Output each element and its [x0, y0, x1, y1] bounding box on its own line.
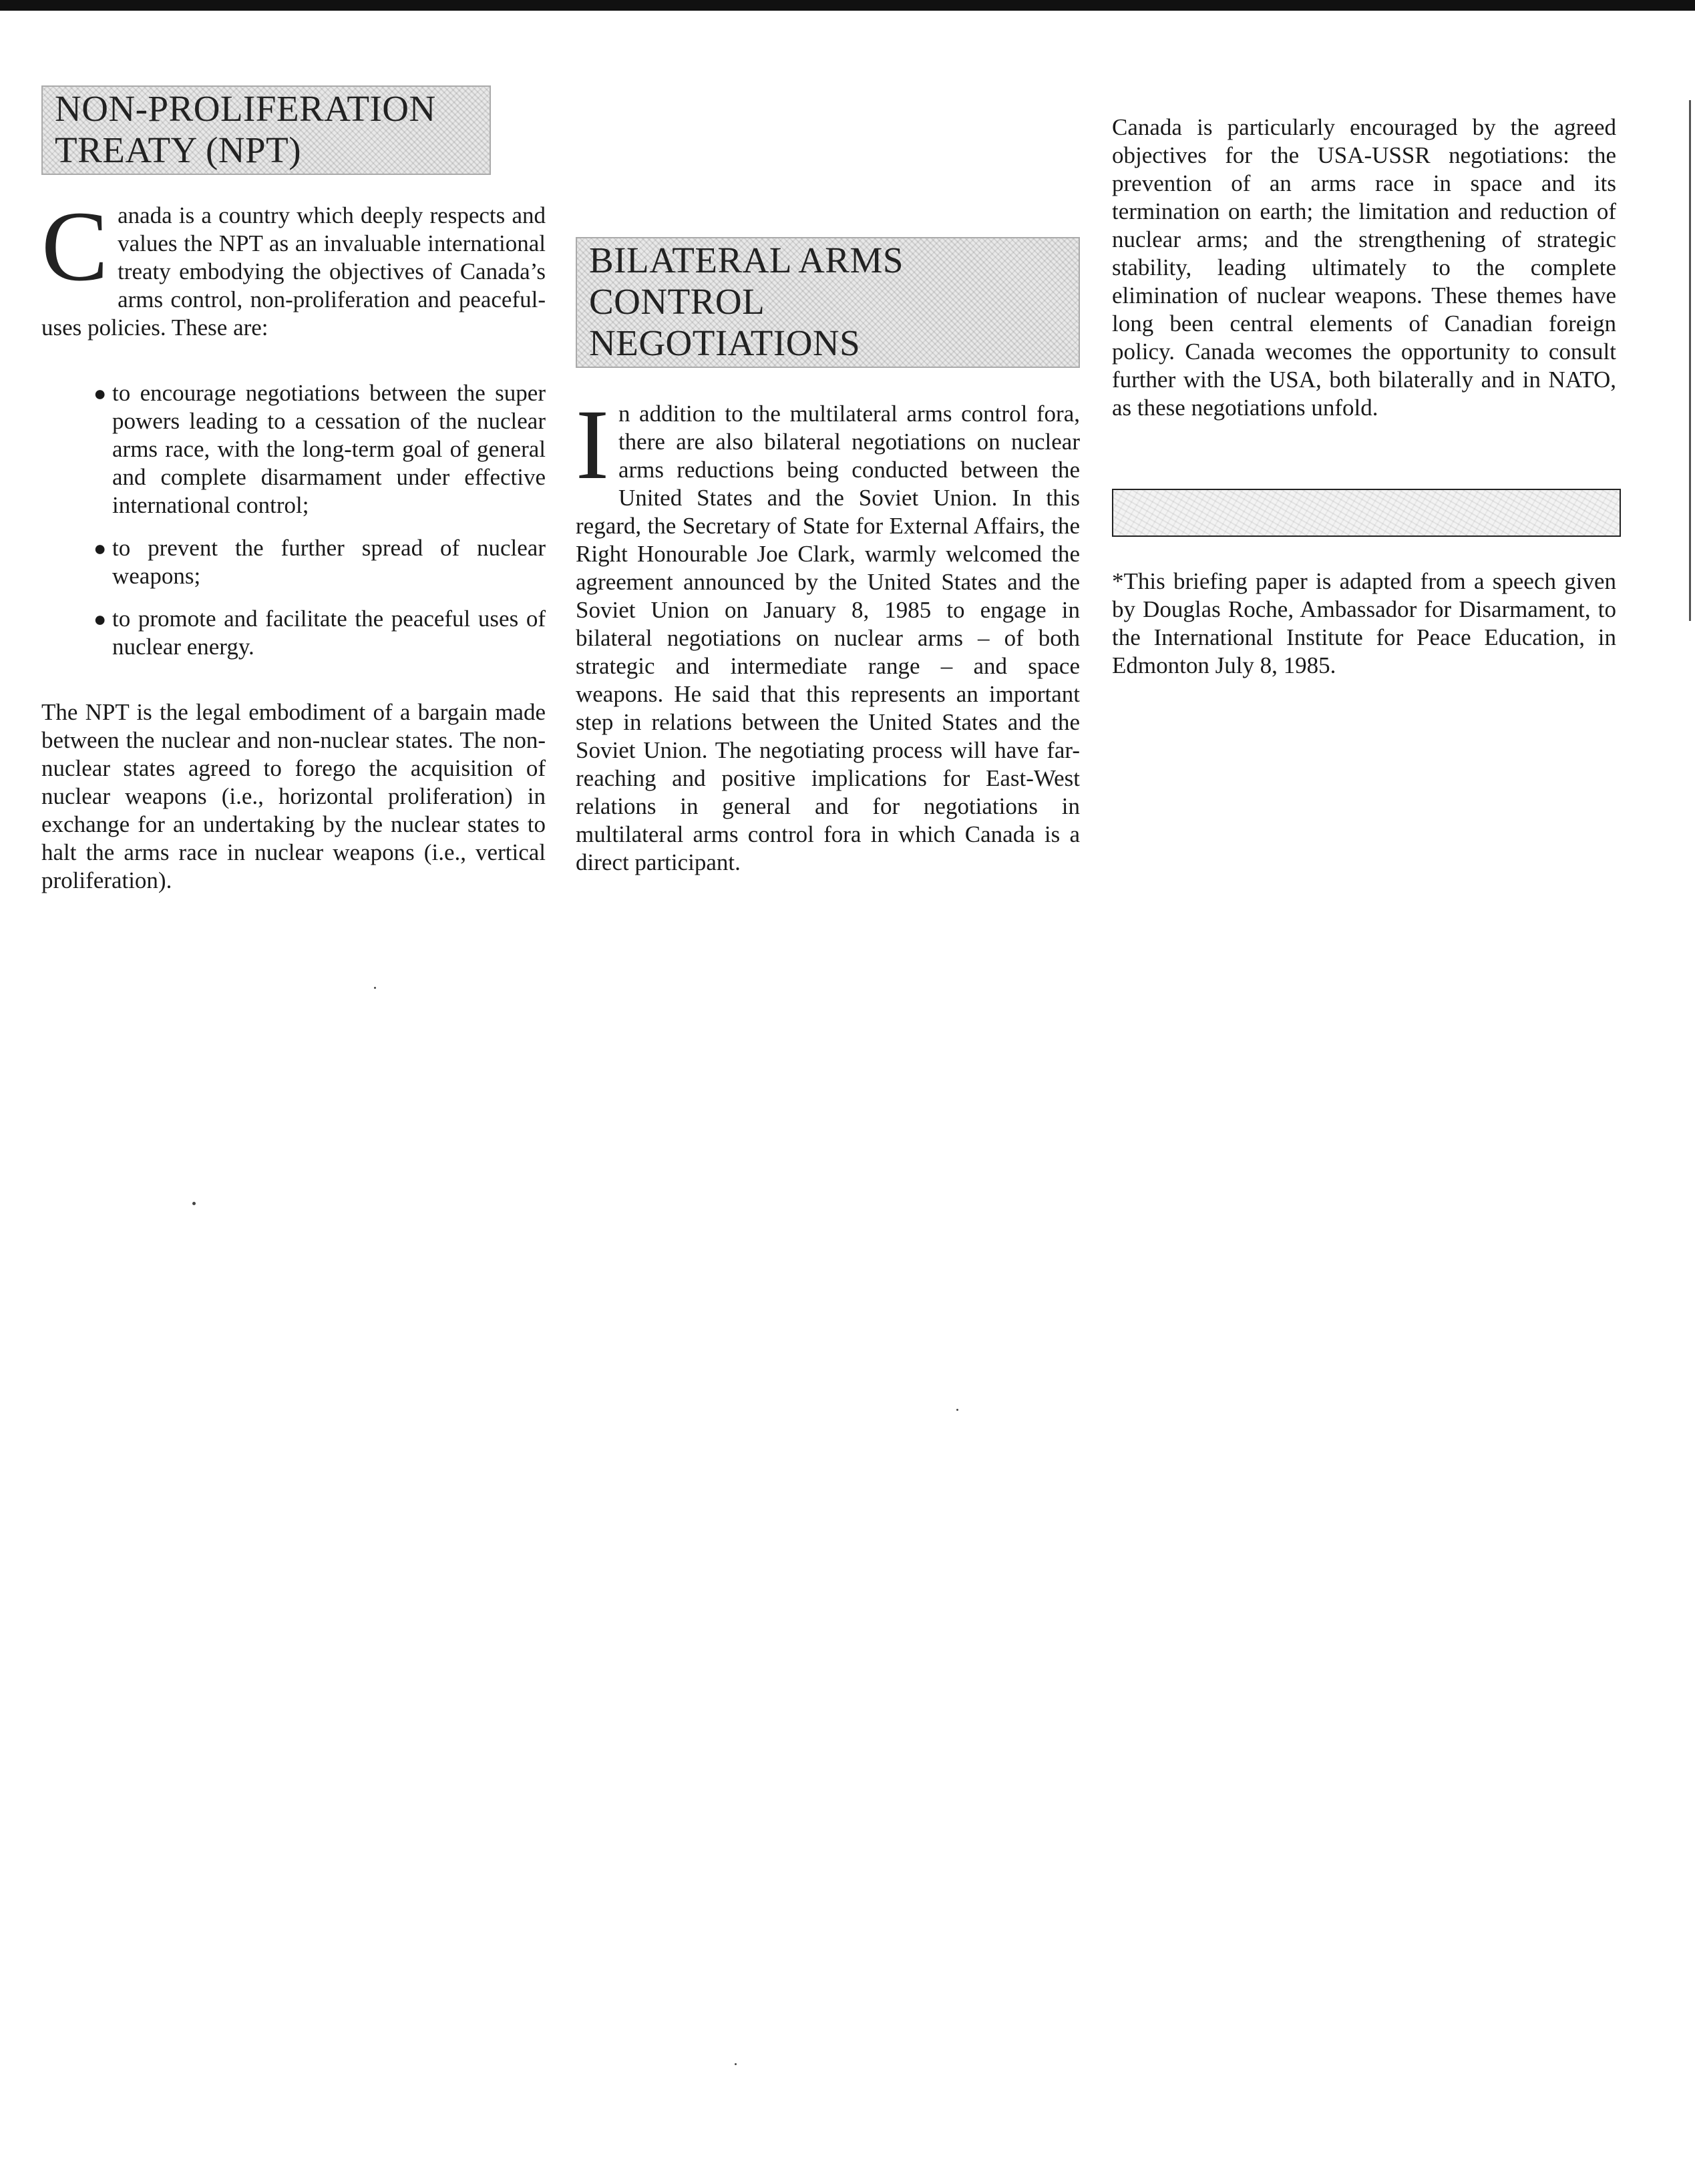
bilateral-heading-line1: BILATERAL ARMS [589, 240, 904, 280]
top-border [0, 0, 1695, 11]
column-3 [1112, 114, 1616, 680]
shaded-box [1112, 489, 1621, 537]
scan-edge [1689, 100, 1691, 621]
scan-speck [735, 2063, 737, 2065]
scan-speck [956, 1409, 958, 1411]
npt-dropcap: C [41, 191, 109, 302]
footnote: *This briefing paper is adapted from a speech given by Douglas Roche, Ambassador for Disarmament, to the International Institute for Peace Education, in Edmonton July 8, 1985. [1112, 568, 1616, 678]
npt-heading [41, 85, 491, 175]
npt-heading-line1: NON-PROLIFERATION [55, 88, 436, 129]
npt-intro-text: anada is a country which deeply respects and values the NPT as an invaluable international treaty embodying the objectives of Canada’s arms control, non-proliferation and peaceful-uses policies. These are: [41, 202, 546, 341]
bilateral-body-text: n addition to the multilateral arms control fora, there are also bilateral negotiations on nuclear arms reductions being conducted between the United States and the Soviet Union. In this regard, the Secretary of State for External Affairs, the Right Honourable Joe Clark, warmly welcomed the agreement announced by the United States and the Soviet Union on January 8, 1985 to engage in bilateral negotiations on nuclear arms – of both strategic and intermediate range – and space weapons. He said that this represents an important step in relations between the United States and the Soviet Union. The negotiating process will have far-reaching and positive implications for East-West relations in general and for negotiations in multilateral arms control fora in which Canada is a direct participant. [576, 401, 1080, 875]
bilateral-body-2: Canada is particularly encouraged by the agreed objectives for the USA-USSR negotiations: the prevention of an arms race in space and its termination on earth; the limitation and reduction of nuclear arms; and the strengthening of strategic stability, leading ultimately to the complete elimination of nuclear weapons. These themes have long been central elements of Canadian foreign policy. Canada wecomes the opportunity to consult further with the USA, both bilaterally and in NATO, as these negotiations unfold. [1112, 114, 1616, 421]
bilateral-body [576, 389, 1080, 877]
bullet-icon: ● [93, 607, 107, 631]
column-2 [576, 237, 1080, 877]
column-1 [41, 85, 546, 895]
npt-objectives-list [41, 379, 546, 661]
list-item: ● to prevent the further spread of nuclear weapons; [93, 535, 546, 589]
bullet-icon: ● [93, 536, 107, 560]
list-item: ● to encourage negotiations between the super powers leading to a cessation of the nuclear arms race, with the long-term goal of general and complete disarmament under effective international control; [93, 380, 546, 518]
bilateral-dropcap: I [576, 389, 609, 500]
scan-speck [192, 1202, 196, 1205]
bullet-icon: ● [93, 381, 107, 405]
bilateral-heading-line2: CONTROL NEGOTIATIONS [589, 281, 861, 363]
npt-body: The NPT is the legal embodiment of a bargain made between the nuclear and non-nuclear states. The non-nuclear states agreed to forego the acquisition of nuclear weapons (i.e., horizontal proliferation) in exchange for an undertaking by the nuclear states to halt the arms race in nuclear weapons (i.e., vertical proliferation). [41, 699, 546, 893]
list-item: ● to promote and facilitate the peaceful uses of nuclear energy. [93, 606, 546, 660]
npt-heading-line2: TREATY (NPT) [55, 130, 302, 170]
scan-speck [374, 987, 376, 989]
bilateral-heading [576, 237, 1080, 368]
npt-intro [41, 191, 546, 342]
